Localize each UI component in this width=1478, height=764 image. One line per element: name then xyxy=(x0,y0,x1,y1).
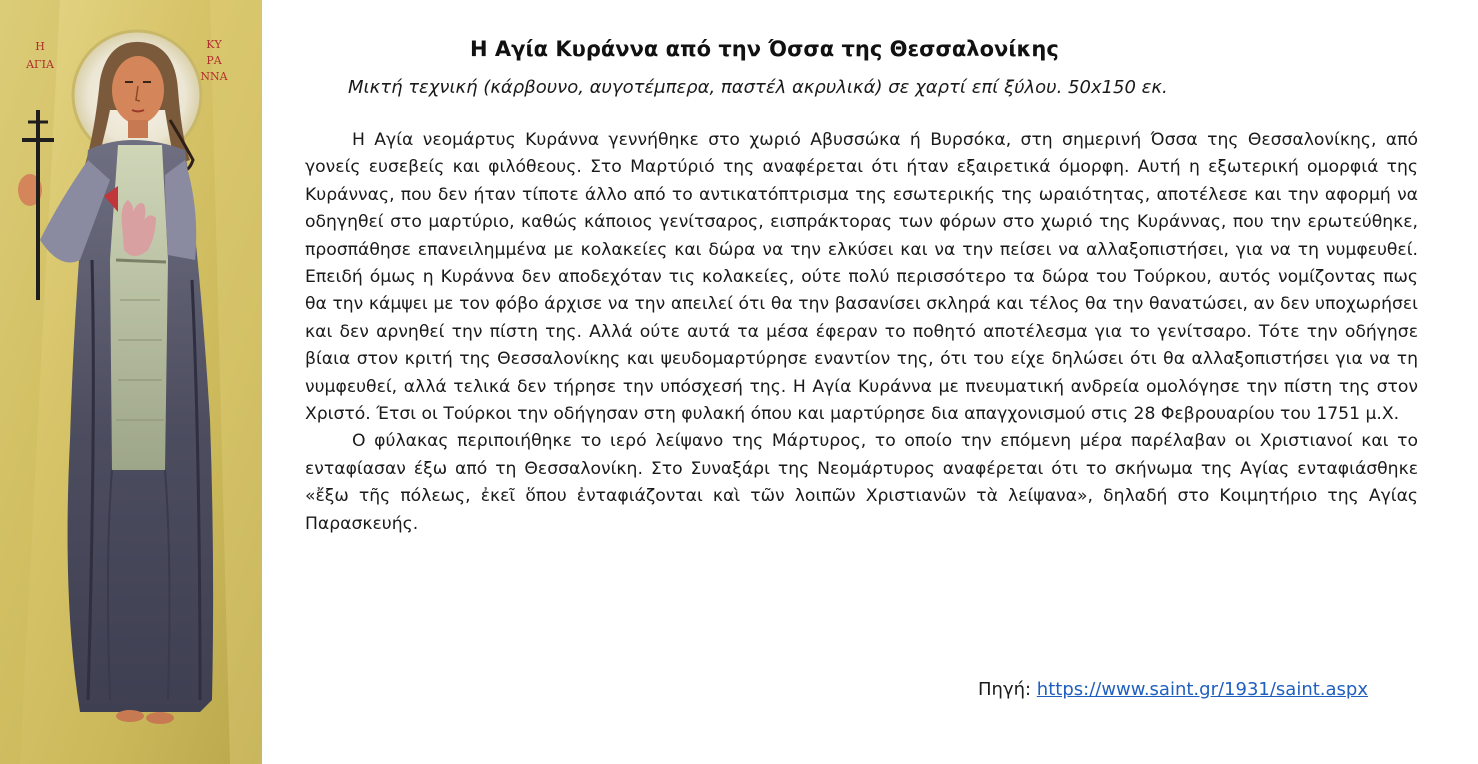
svg-text:ΝΝΑ: ΝΝΑ xyxy=(200,70,228,83)
saint-icon-painting xyxy=(0,0,262,764)
inner-tunic xyxy=(110,145,168,470)
painting-canvas xyxy=(0,0,262,764)
feet xyxy=(116,710,144,722)
svg-text:ΡΑ: ΡΑ xyxy=(206,54,222,67)
svg-text:ΑΓΙΑ: ΑΓΙΑ xyxy=(26,58,54,71)
paragraph: Ο φύλακας περιποιήθηκε το ιερό λείψανο της Μάρτυρος, το οποίο την επόμενη μέρα παρέλαβαν οι Χριστιανοί και το ενταφίασαν έξω από τη Θεσσαλονίκη. Στο Συναξάρι της Νεομάρτυρος αναφέρεται ότι το σκήνωμα της Αγίας ενταφιάσθηκε «ἔξω τῆς πόλεως, ἐκεῖ ὅπου ἐνταφιάζονται καὶ τῶν λοιπῶν Χριστιανῶν τὰ λείψανα», δηλαδή στο Κοιμητήριο της Αγίας Παρασκευής. xyxy=(305,431,1418,534)
source-line xyxy=(978,677,1368,703)
document-subtitle: Μικτή τεχνική (κάρβουνο, αυγοτέμπερα, παστέλ ακρυλικά) σε χαρτί επί ξύλου. 50x150 εκ. xyxy=(348,77,1168,98)
source-label: Πηγή: xyxy=(978,679,1037,700)
svg-text:Η: Η xyxy=(35,40,45,53)
document-body xyxy=(305,127,1418,538)
source-link[interactable]: https://www.saint.gr/1931/saint.aspx xyxy=(1036,679,1368,700)
document-title: Η Αγία Κυράννα από την Όσσα της Θεσσαλονίκης xyxy=(470,37,1059,61)
paragraph: Η Αγία νεομάρτυς Κυράννα γεννήθηκε στο χωριό Αβυσσώκα ή Βυρσόκα, στη σημερινή Όσσα της Θεσσαλονίκης, από γονείς ευσεβείς και φιλόθεους. Στο Μαρτύριό της αναφέρεται ότι ήταν εξαιρετικά όμορφη. Αυτή η εξωτερική ομορφιά της Κυράννας, που δεν ήταν τίποτε άλλο από το αντικατόπτρισμα της εσωτερικής της ωραιότητας, αποτέλεσε και την αφορμή να οδηγηθεί στο μαρτύριο, καθώς κάποιος γενίτσαρος, εισπράκτορας των φόρων στο χωριό της Κυράννας, που την ερωτεύθηκε, προσπάθησε επανειλημμένα με κολακείες και δώρα να την ελκύσει και να την πείσει να αλλαξοπιστήσει, για να τη νυμφευθεί. Επειδή όμως η Κυράννα δεν αποδεχόταν τις κολακείες, ούτε πολύ περισσότερο τα δώρα του Τούρκου, αυτός νομίζοντας πως θα την κάμψει με τον φόβο άρχισε να την απειλεί ότι θα την βασανίσει σκληρά και τέλος θα την θανατώσει, αν δεν υποχωρήσει και δεν αρνηθεί την πίστη της. Αλλά ούτε αυτά τα μέσα έφεραν το ποθητό αποτέλεσμα για το γενίτσαρο. Τότε την οδήγησε βίαια στον κριτή της Θεσσαλονίκης και ψευδομαρτύρησε εναντίον της, ότι του είχε δηλώσει ότι θα αλλαξοπιστήσει για να τη νυμφευθεί, αλλά τελικά δεν τήρησε την υπόσχεσή της. Η Αγία Κυράννα με πνευματική ανδρεία ομολόγησε την πίστη της στον Χριστό. Έτσι οι Τούρκοι την οδήγησαν στη φυλακή όπου και μαρτύρησε δια απαγχονισμού στις 28 Φεβρουαρίου του 1751 μ.Χ. xyxy=(305,130,1418,425)
svg-text:ΚΥ: ΚΥ xyxy=(206,38,222,51)
